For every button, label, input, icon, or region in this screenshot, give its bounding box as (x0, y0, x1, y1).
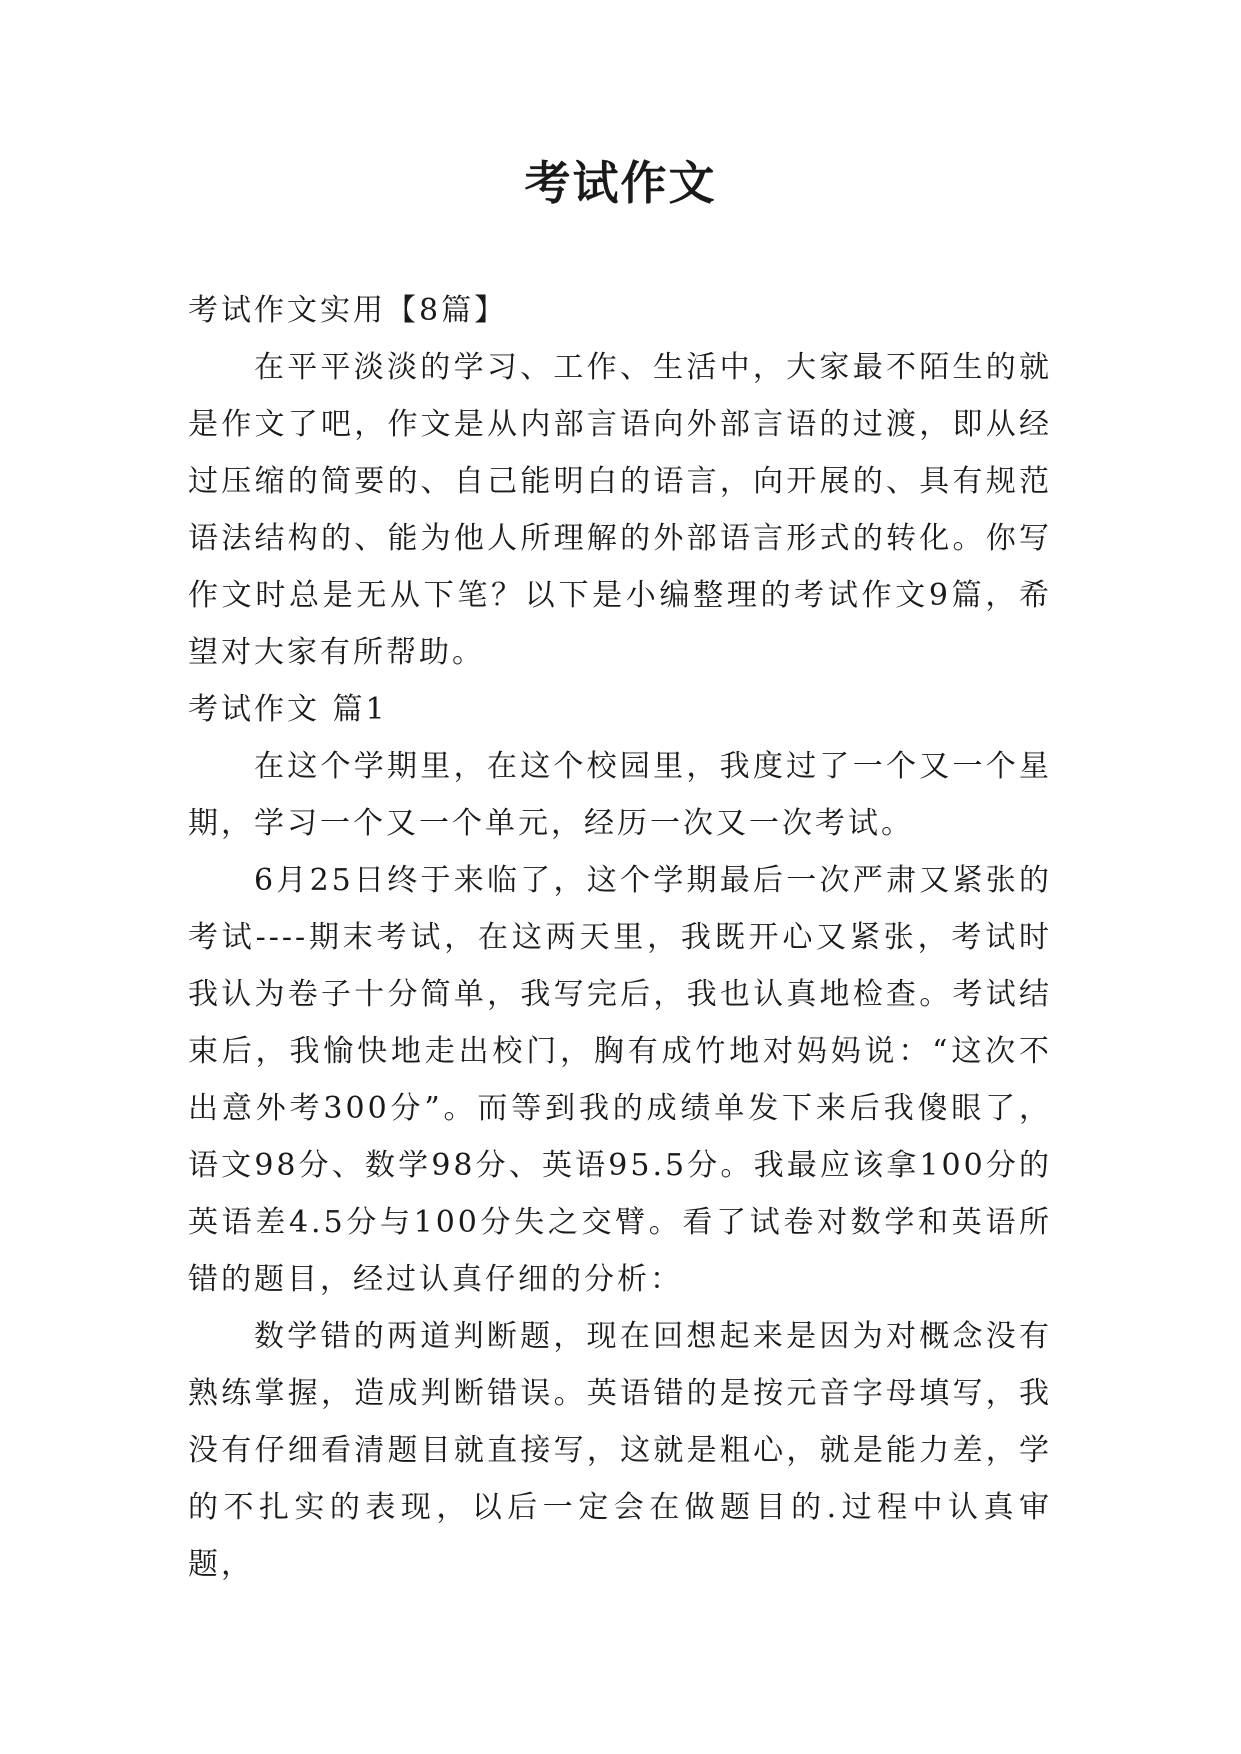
body-paragraph: 在这个学期里，在这个校园里，我度过了一个又一个星期，学习一个又一个单元，经历一次又一次考试。 (188, 749, 1052, 841)
document-title: 考试作文 (524, 156, 717, 210)
body-paragraph: 6月25日终于来临了，这个学期最后一次严肃又紧张的考试----期末考试，在这两天里，我既开心又紧张，考试时我认为卷子十分简单，我写完后，我也认真地检查。考试结束后，我愉快地走出校门，胸有成竹地对妈妈说：“这次不出意外考300分”。而等到我的成绩单发下来后我傻眼了，语文98分、数学98分、英语95.5分。我最应该拿100分的英语差4.5分与100分失之交臂。看了试卷对数学和英语所错的题目，经过认真仔细的分析： (188, 863, 1052, 1297)
document-subtitle: 考试作文实用【8篇】 (188, 293, 508, 328)
intro-paragraph: 在平平淡淡的学习、工作、生活中，大家最不陌生的就是作文了吧，作文是从内部言语向外部言语的过渡，即从经过压缩的简要的、自己能明白的语言，向开展的、具有规范语法结构的、能为他人所理解的外部语言形式的转化。你写作文时总是无从下笔？以下是小编整理的考试作文9篇，希望对大家有所帮助。 (188, 350, 1052, 670)
section-heading: 考试作文 篇1 (188, 692, 388, 727)
body-paragraph: 数学错的两道判断题，现在回想起来是因为对概念没有熟练掌握，造成判断错误。英语错的是按元音字母填写，我没有仔细看清题目就直接写，这就是粗心，就是能力差，学的不扎实的表现，以后一定会在做题目的.过程中认真审题， (188, 1319, 1052, 1582)
document-body (188, 282, 1052, 1593)
